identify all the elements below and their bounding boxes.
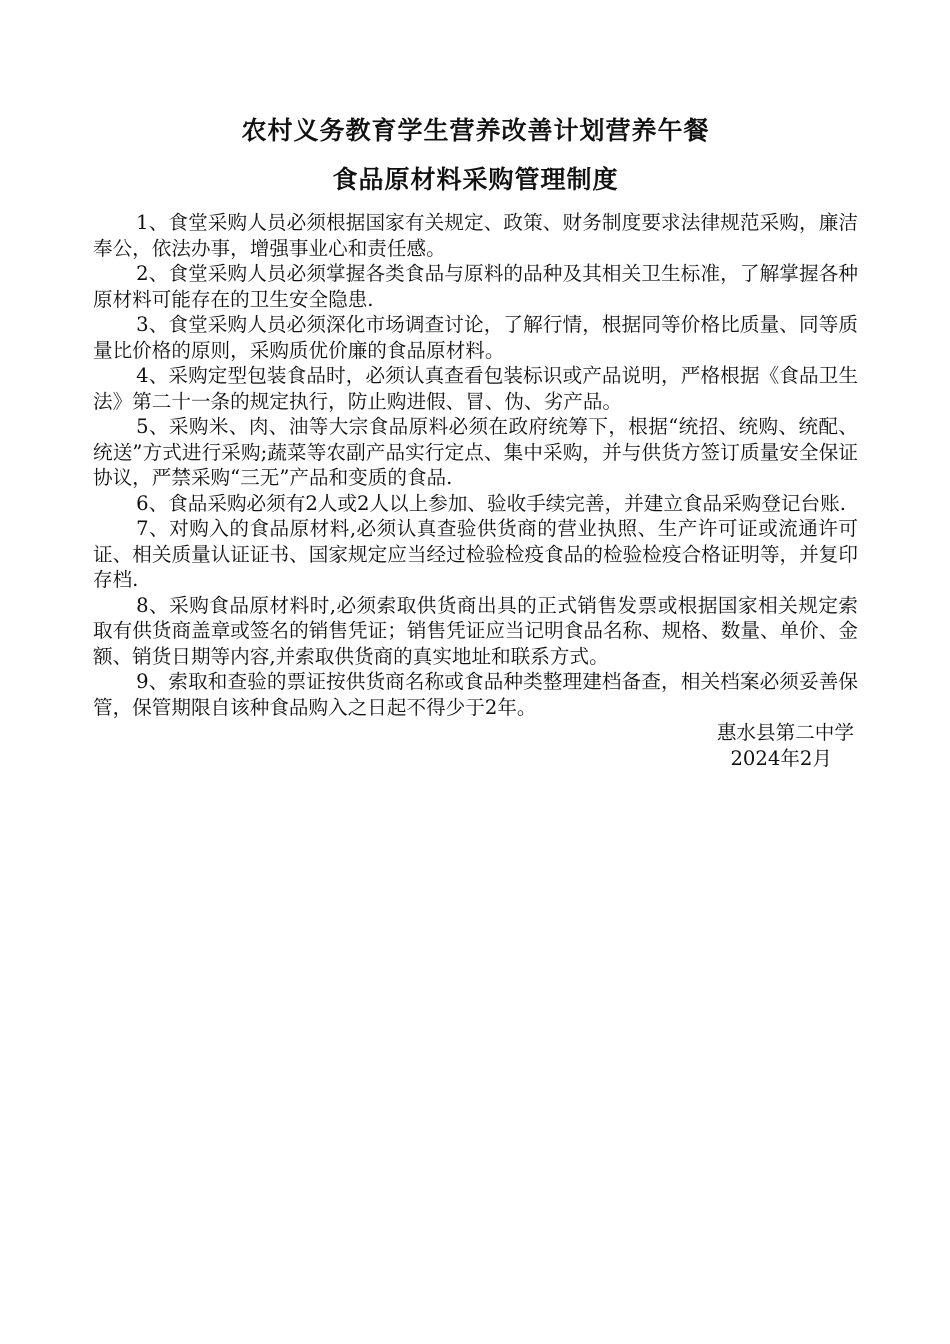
paragraph-2: 2、食堂采购人员必须掌握各类食品与原料的品种及其相关卫生标准，了解掌握各种原材料可能存在的卫生安全隐患. [93,262,858,311]
paragraph-4: 4、采购定型包装食品时，必须认真查看包装标识或产品说明，严格根据《食品卫生法》第二十一条的规定执行，防止购进假、冒、伪、劣产品。 [93,364,858,413]
document-page [93,104,858,771]
paragraph-9: 9、索取和查验的票证按供货商名称或食品种类整理建档备查，相关档案必须妥善保管，保管期限自该种食品购入之日起不得少于2年。 [93,670,858,719]
paragraph-1: 1、食堂采购人员必须根据国家有关规定、政策、财务制度要求法律规范采购，廉洁奉公，依法办事，增强事业心和责任感。 [93,211,858,260]
paragraph-5: 5、采购米、肉、油等大宗食品原料必须在政府统筹下，根据“统招、统购、统配、统送”方式进行采购;蔬菜等农副产品实行定点、集中采购，并与供货方签订质量安全保证协议，严禁采购“三无”产品和变质的食品. [93,415,858,489]
signature: 惠水县第二中学 [716,721,854,744]
document-date: 2024年2月 [730,746,832,770]
paragraph-3: 3、食堂采购人员必须深化市场调查讨论，了解行情，根据同等价格比质量、同等质量比价格的原则，采购质优价廉的食品原材料。 [93,313,858,362]
paragraph-6: 6、食品采购必须有2人或2人以上参加、验收手续完善，并建立食品采购登记台账. [136,491,846,515]
document-body [93,210,858,771]
paragraph-7: 7、对购入的食品原材料,必须认真查验供货商的营业执照、生产许可证或流通许可证、相关质量认证证书、国家规定应当经过检验检疫食品的检验检疫合格证明等，并复印存档. [93,517,858,591]
document-title-line-1: 农村义务教育学生营养改善计划营养午餐 [241,116,710,145]
document-title-line-2: 食品原材料采购管理制度 [332,165,619,194]
paragraph-8: 8、采购食品原材料时,必须索取供货商出具的正式销售发票或根据国家相关规定索取有供货商盖章或签名的销售凭证；销售凭证应当记明食品名称、规格、数量、单价、金额、销货日期等内容,并索取供货商的真实地址和联系方式。 [93,593,858,668]
